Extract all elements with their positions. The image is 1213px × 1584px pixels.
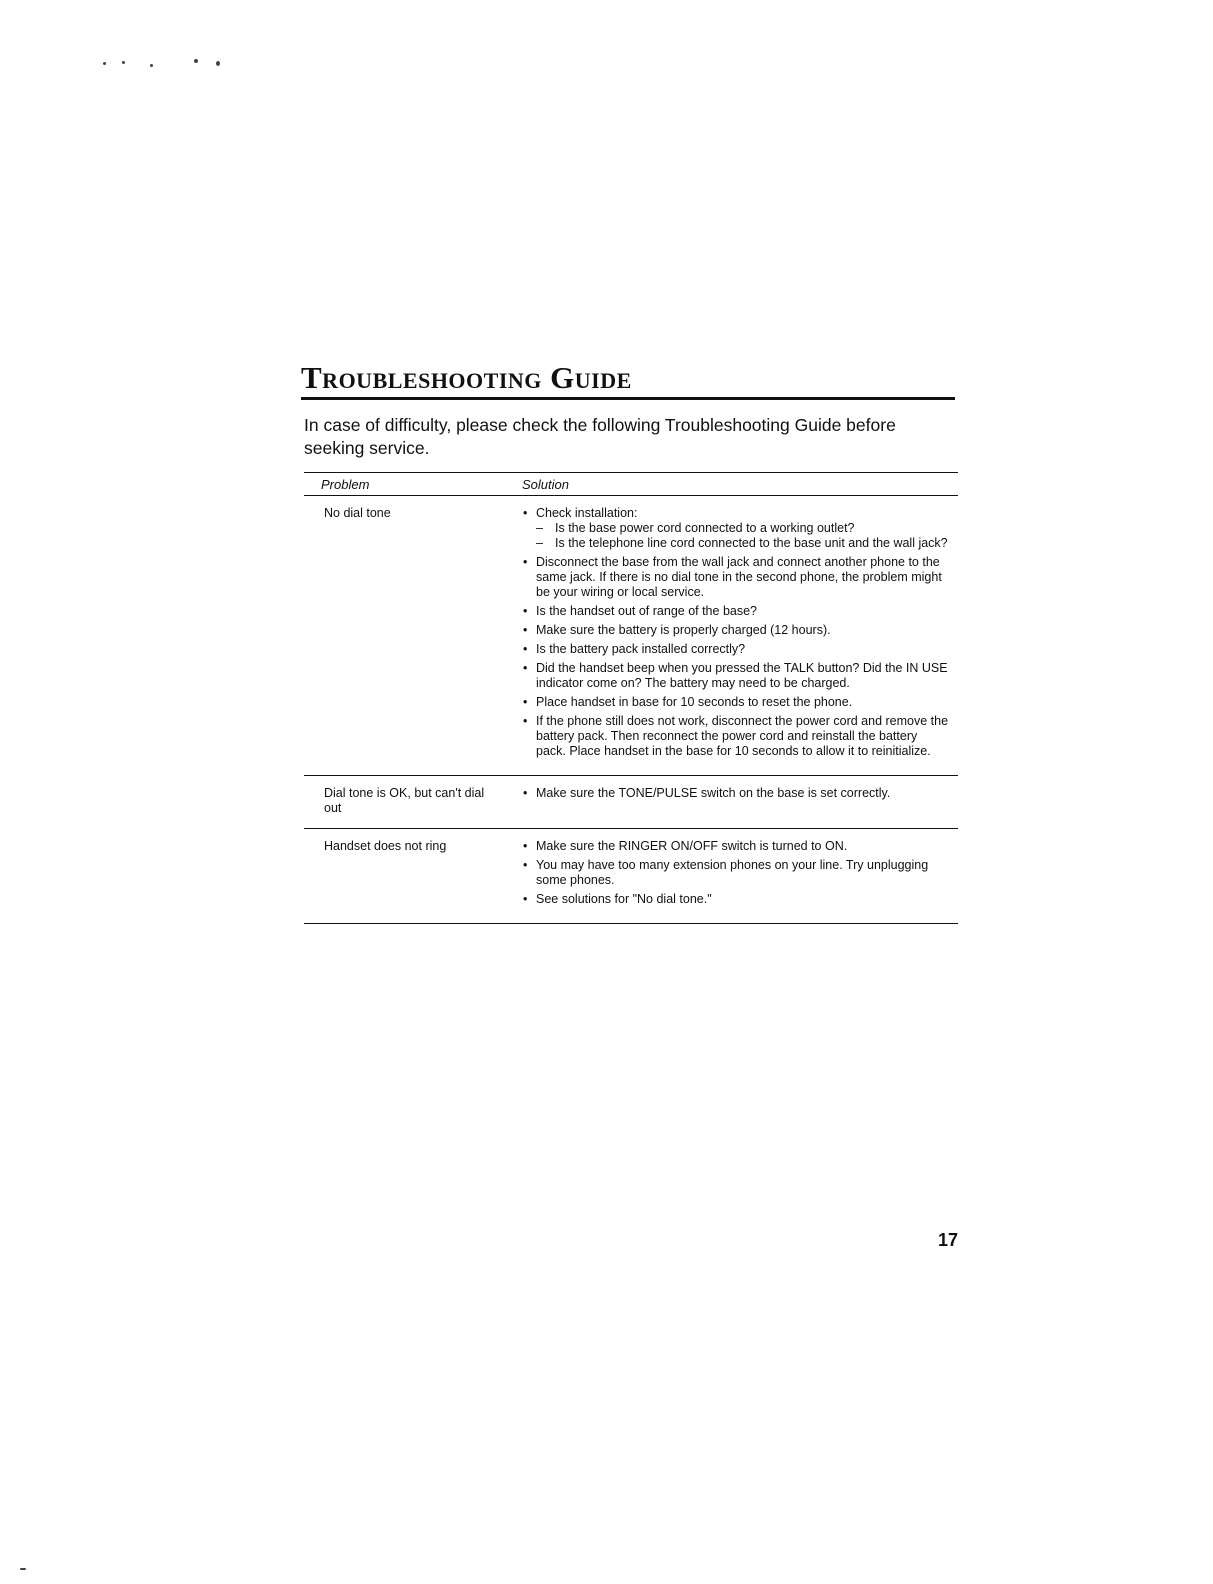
solution-item <box>523 786 950 801</box>
troubleshooting-table <box>304 472 958 924</box>
scan-speck <box>103 62 106 65</box>
scan-speck <box>20 1568 26 1570</box>
scan-speck <box>194 59 198 63</box>
solution-text: Make sure the battery is properly charged (12 hours). <box>536 623 831 637</box>
solution-list <box>523 506 950 759</box>
solution-item <box>523 623 950 638</box>
solution-text: Disconnect the base from the wall jack and connect another phone to the same jack. If there is no dial tone in the second phone, the problem might be your wiring or local service. <box>536 555 942 599</box>
solution-item <box>523 714 950 759</box>
solution-item <box>523 642 950 657</box>
solution-text: Is the battery pack installed correctly? <box>536 642 746 656</box>
problem-cell: Handset does not ring <box>324 839 447 853</box>
solution-cell <box>504 786 958 816</box>
page-number: 17 <box>938 1230 959 1250</box>
sub-check-item: – Is the telephone line cord connected to the base unit and the wall jack? <box>536 536 950 551</box>
header-problem: Problem <box>321 476 370 492</box>
solution-text: Is the handset out of range of the base? <box>536 604 757 618</box>
sub-check-item: – Is the base power cord connected to a working outlet? <box>536 521 950 536</box>
solution-text: See solutions for "No dial tone." <box>536 892 712 906</box>
solution-item <box>523 506 950 551</box>
solution-text: Make sure the RINGER ON/OFF switch is turned to ON. <box>536 839 848 853</box>
solution-cell <box>504 839 958 911</box>
scan-speck <box>150 64 153 67</box>
scan-speck <box>216 61 220 66</box>
solution-cell <box>504 506 958 763</box>
table-row <box>304 496 958 776</box>
intro-text: In case of difficulty, please check the following Troubleshooting Guide before seeking service. <box>304 415 896 458</box>
solution-item <box>523 661 950 691</box>
solution-item <box>523 555 950 600</box>
solution-text: Place handset in base for 10 seconds to reset the phone. <box>536 695 853 709</box>
solution-item <box>523 695 950 710</box>
solution-text: If the phone still does not work, disconnect the power cord and remove the battery pack. Then reconnect the power cord and reinstall the battery pack. Place handset in the base for 10 seconds to allow it to reinitialize. <box>536 714 949 758</box>
solution-list <box>523 786 950 801</box>
table-row <box>304 829 958 924</box>
table-header <box>304 473 958 496</box>
title-rule <box>301 360 955 400</box>
solution-item <box>523 892 950 907</box>
solution-list <box>523 839 950 907</box>
solution-item <box>523 839 950 854</box>
scan-speck <box>122 61 125 64</box>
problem-cell: Dial tone is OK, but can't dial out <box>324 786 485 815</box>
solution-item <box>523 604 950 619</box>
solution-item <box>523 858 950 888</box>
problem-cell: No dial tone <box>324 506 391 520</box>
table-row <box>304 776 958 829</box>
solution-text: Make sure the TONE/PULSE switch on the base is set correctly. <box>536 786 891 800</box>
sub-check-list <box>536 521 950 551</box>
solution-text: Check installation: <box>536 506 638 520</box>
solution-text: Did the handset beep when you pressed the TALK button? Did the IN USE indicator come on? The battery may need to be charged. <box>536 661 948 690</box>
page-title: Troubleshooting Guide <box>301 360 632 395</box>
header-solution: Solution <box>522 476 569 492</box>
solution-text: You may have too many extension phones on your line. Try unplugging some phones. <box>536 858 929 887</box>
